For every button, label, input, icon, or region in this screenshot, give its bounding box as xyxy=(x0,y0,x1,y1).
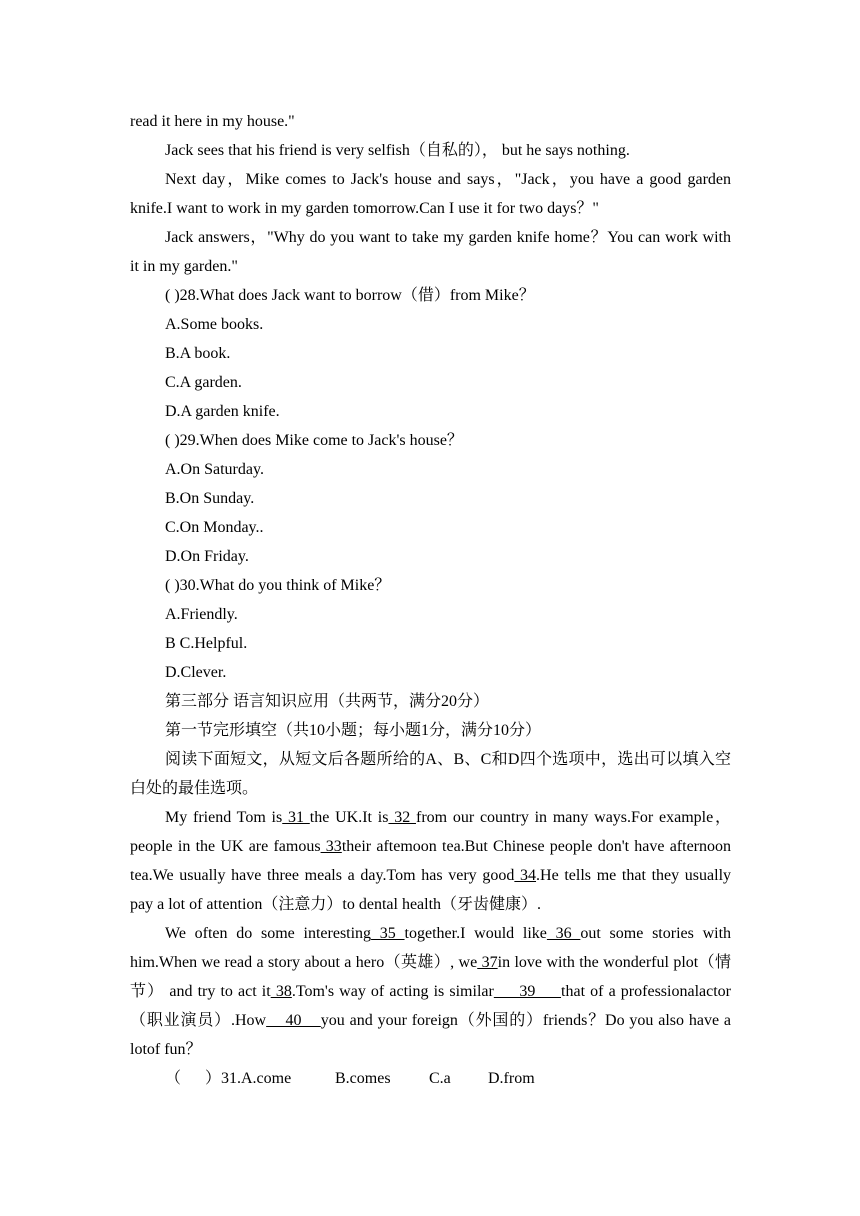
cloze-text: in love with the wonderful plot（情节） and try to act it xyxy=(130,954,732,1000)
cloze-text: their aftemoon tea.But Chinese people don't have afternoon tea.We usually have three meals a day.Tom has very good xyxy=(130,838,732,884)
question-30-stem: ( )30.What do you think of Mike？ xyxy=(165,577,391,594)
blank-36: 36 xyxy=(546,925,581,942)
blank-39: 39 xyxy=(493,983,562,1000)
cloze-instructions: 阅读下面短文，从短文后各题所给的A、B、C和D四个选项中，选出可以填入空白处的最佳选项。 xyxy=(130,751,731,797)
question-28-stem: ( )28.What does Jack want to borrow（借）from Mike？ xyxy=(165,287,535,304)
blank-32: 32 xyxy=(388,809,416,826)
cloze-paragraph-1 xyxy=(130,803,731,919)
blank-40: 40 xyxy=(266,1012,321,1029)
passage-line: read it here in my house." xyxy=(130,113,295,130)
question-28-option-c: C.A garden. xyxy=(165,374,242,391)
cloze-text: that of a professionalactor（职业演员）.How xyxy=(130,983,731,1029)
blank-38: 38 xyxy=(270,983,292,1000)
question-30-option-bc: B C.Helpful. xyxy=(165,635,248,652)
blank-31: 31 xyxy=(282,809,310,826)
passage-paragraph-2: Next day，Mike comes to Jack's house and says，"Jack，you have a good garden knife.I want to work in my garden tomorrow.Can I use it for two days？" xyxy=(130,171,731,217)
question-29-option-a: A.On Saturday. xyxy=(165,461,264,478)
question-29-option-d: D.On Friday. xyxy=(165,548,249,565)
part3-title: 第三部分 语言知识应用（共两节，满分20分） xyxy=(165,693,490,710)
question-28-option-a: A.Some books. xyxy=(165,316,264,333)
question-29-option-b: B.On Sunday. xyxy=(165,490,255,507)
blank-37: 37 xyxy=(477,954,498,971)
document-page xyxy=(130,107,731,1093)
cloze-text: .Tom's way of acting is similar xyxy=(291,983,494,1000)
section1-title: 第一节完形填空（共10小题；每小题1分，满分10分） xyxy=(165,722,542,739)
passage-paragraph-1: Jack sees that his friend is very selfish（自私的）， but he says nothing. xyxy=(165,142,630,159)
question-31-option-c: C.a xyxy=(429,1070,451,1087)
question-31-stem: （ ）31.A.come xyxy=(165,1070,292,1087)
cloze-text: .He tells me that they usually pay a lot of attention（注意力）to dental health（牙齿健康）. xyxy=(130,867,732,913)
question-28-option-d: D.A garden knife. xyxy=(165,403,280,420)
question-31-option-d: D.from xyxy=(488,1070,535,1087)
cloze-text: We often do some interesting xyxy=(165,925,372,942)
cloze-text: out some stories with him.When we read a story about a hero（英雄）, we xyxy=(130,925,732,971)
cloze-text: My friend Tom is xyxy=(165,809,283,826)
blank-33: 33 xyxy=(320,838,342,855)
question-29-stem: ( )29.When does Mike come to Jack's house？ xyxy=(165,432,463,449)
cloze-paragraph-2 xyxy=(130,919,731,1064)
blank-35: 35 xyxy=(371,925,405,942)
question-30-option-a: A.Friendly. xyxy=(165,606,238,623)
question-29-option-c: C.On Monday.. xyxy=(165,519,264,536)
question-30-option-d: D.Clever. xyxy=(165,664,227,681)
question-28-option-b: B.A book. xyxy=(165,345,231,362)
question-31-option-b: B.comes xyxy=(335,1070,391,1087)
cloze-text: from our country in many ways.For example，people in the UK are famous xyxy=(130,809,731,855)
cloze-text: you and your foreign（外国的）friends？Do you also have a lotof fun？ xyxy=(130,1012,731,1058)
cloze-text: together.I would like xyxy=(404,925,547,942)
question-31-row xyxy=(130,1064,731,1093)
passage-paragraph-3: Jack answers，"Why do you want to take my garden knife home？You can work with it in my garden." xyxy=(130,229,731,275)
blank-34: 34 xyxy=(514,867,537,884)
cloze-text: the UK.It is xyxy=(309,809,389,826)
